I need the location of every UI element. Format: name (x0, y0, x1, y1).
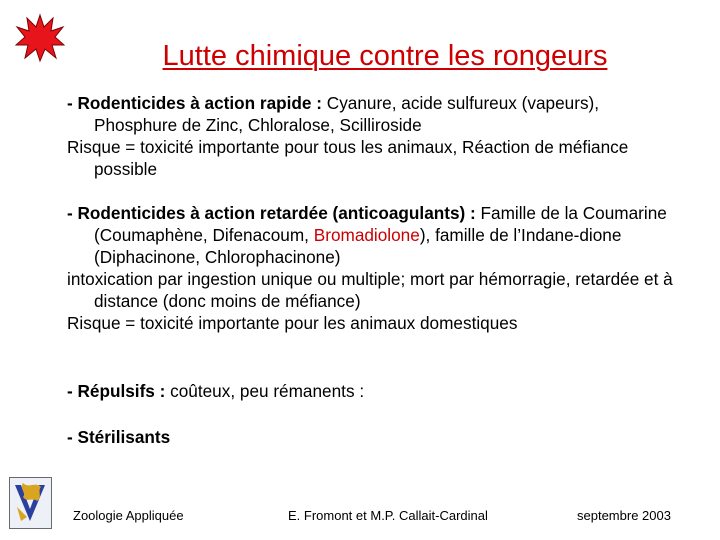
delayed-risk-paragraph: Risque = toxicité importante pour les animaux domestiques (67, 313, 518, 333)
slide-body (67, 92, 677, 448)
rapid-rodenticides-paragraph (67, 92, 677, 136)
sterilants-paragraph (67, 426, 677, 448)
delayed-rodenticides-label: - Rodenticides à action retardée (anticoagulants) : (67, 203, 476, 223)
rapid-rodenticides-text: Cyanure, acide sulfureux (vapeurs), Phosphure de Zinc, Chloralose, Scilliroside (94, 93, 600, 135)
intoxication-paragraph: intoxication par ingestion unique ou multiple; mort par hémorragie, retardée et à distance (donc moins de méfiance) (67, 269, 673, 311)
delayed-rodenticides-paragraph (67, 202, 677, 268)
repellents-paragraph (67, 380, 677, 402)
footer-authors: E. Fromont et M.P. Callait-Cardinal (288, 508, 488, 523)
sterilants-label: - Stérilisants (67, 427, 171, 447)
slide-title: Lutte chimique contre les rongeurs (162, 40, 608, 72)
school-logo-icon (9, 477, 52, 529)
repellents-text: coûteux, peu rémanents : (165, 381, 365, 401)
delayed-rodenticides-text-end: ), famille de l’Indane-dione (Diphacinone, Chlorophacinone) (94, 225, 622, 267)
rapid-rodenticides-label: - Rodenticides à action rapide : (67, 93, 322, 113)
bromadiolone-highlight: Bromadiolone (313, 225, 420, 245)
footer-course: Zoologie Appliquée (73, 508, 184, 523)
rapid-risk-paragraph: Risque = toxicité importante pour tous les animaux, Réaction de méfiance possible (67, 137, 629, 179)
footer-date: septembre 2003 (577, 508, 671, 523)
delayed-rodenticides-text: Famille de la Coumarine (Coumaphène, Difenacoum, (94, 203, 667, 245)
repellents-label: - Répulsifs : (67, 381, 166, 401)
